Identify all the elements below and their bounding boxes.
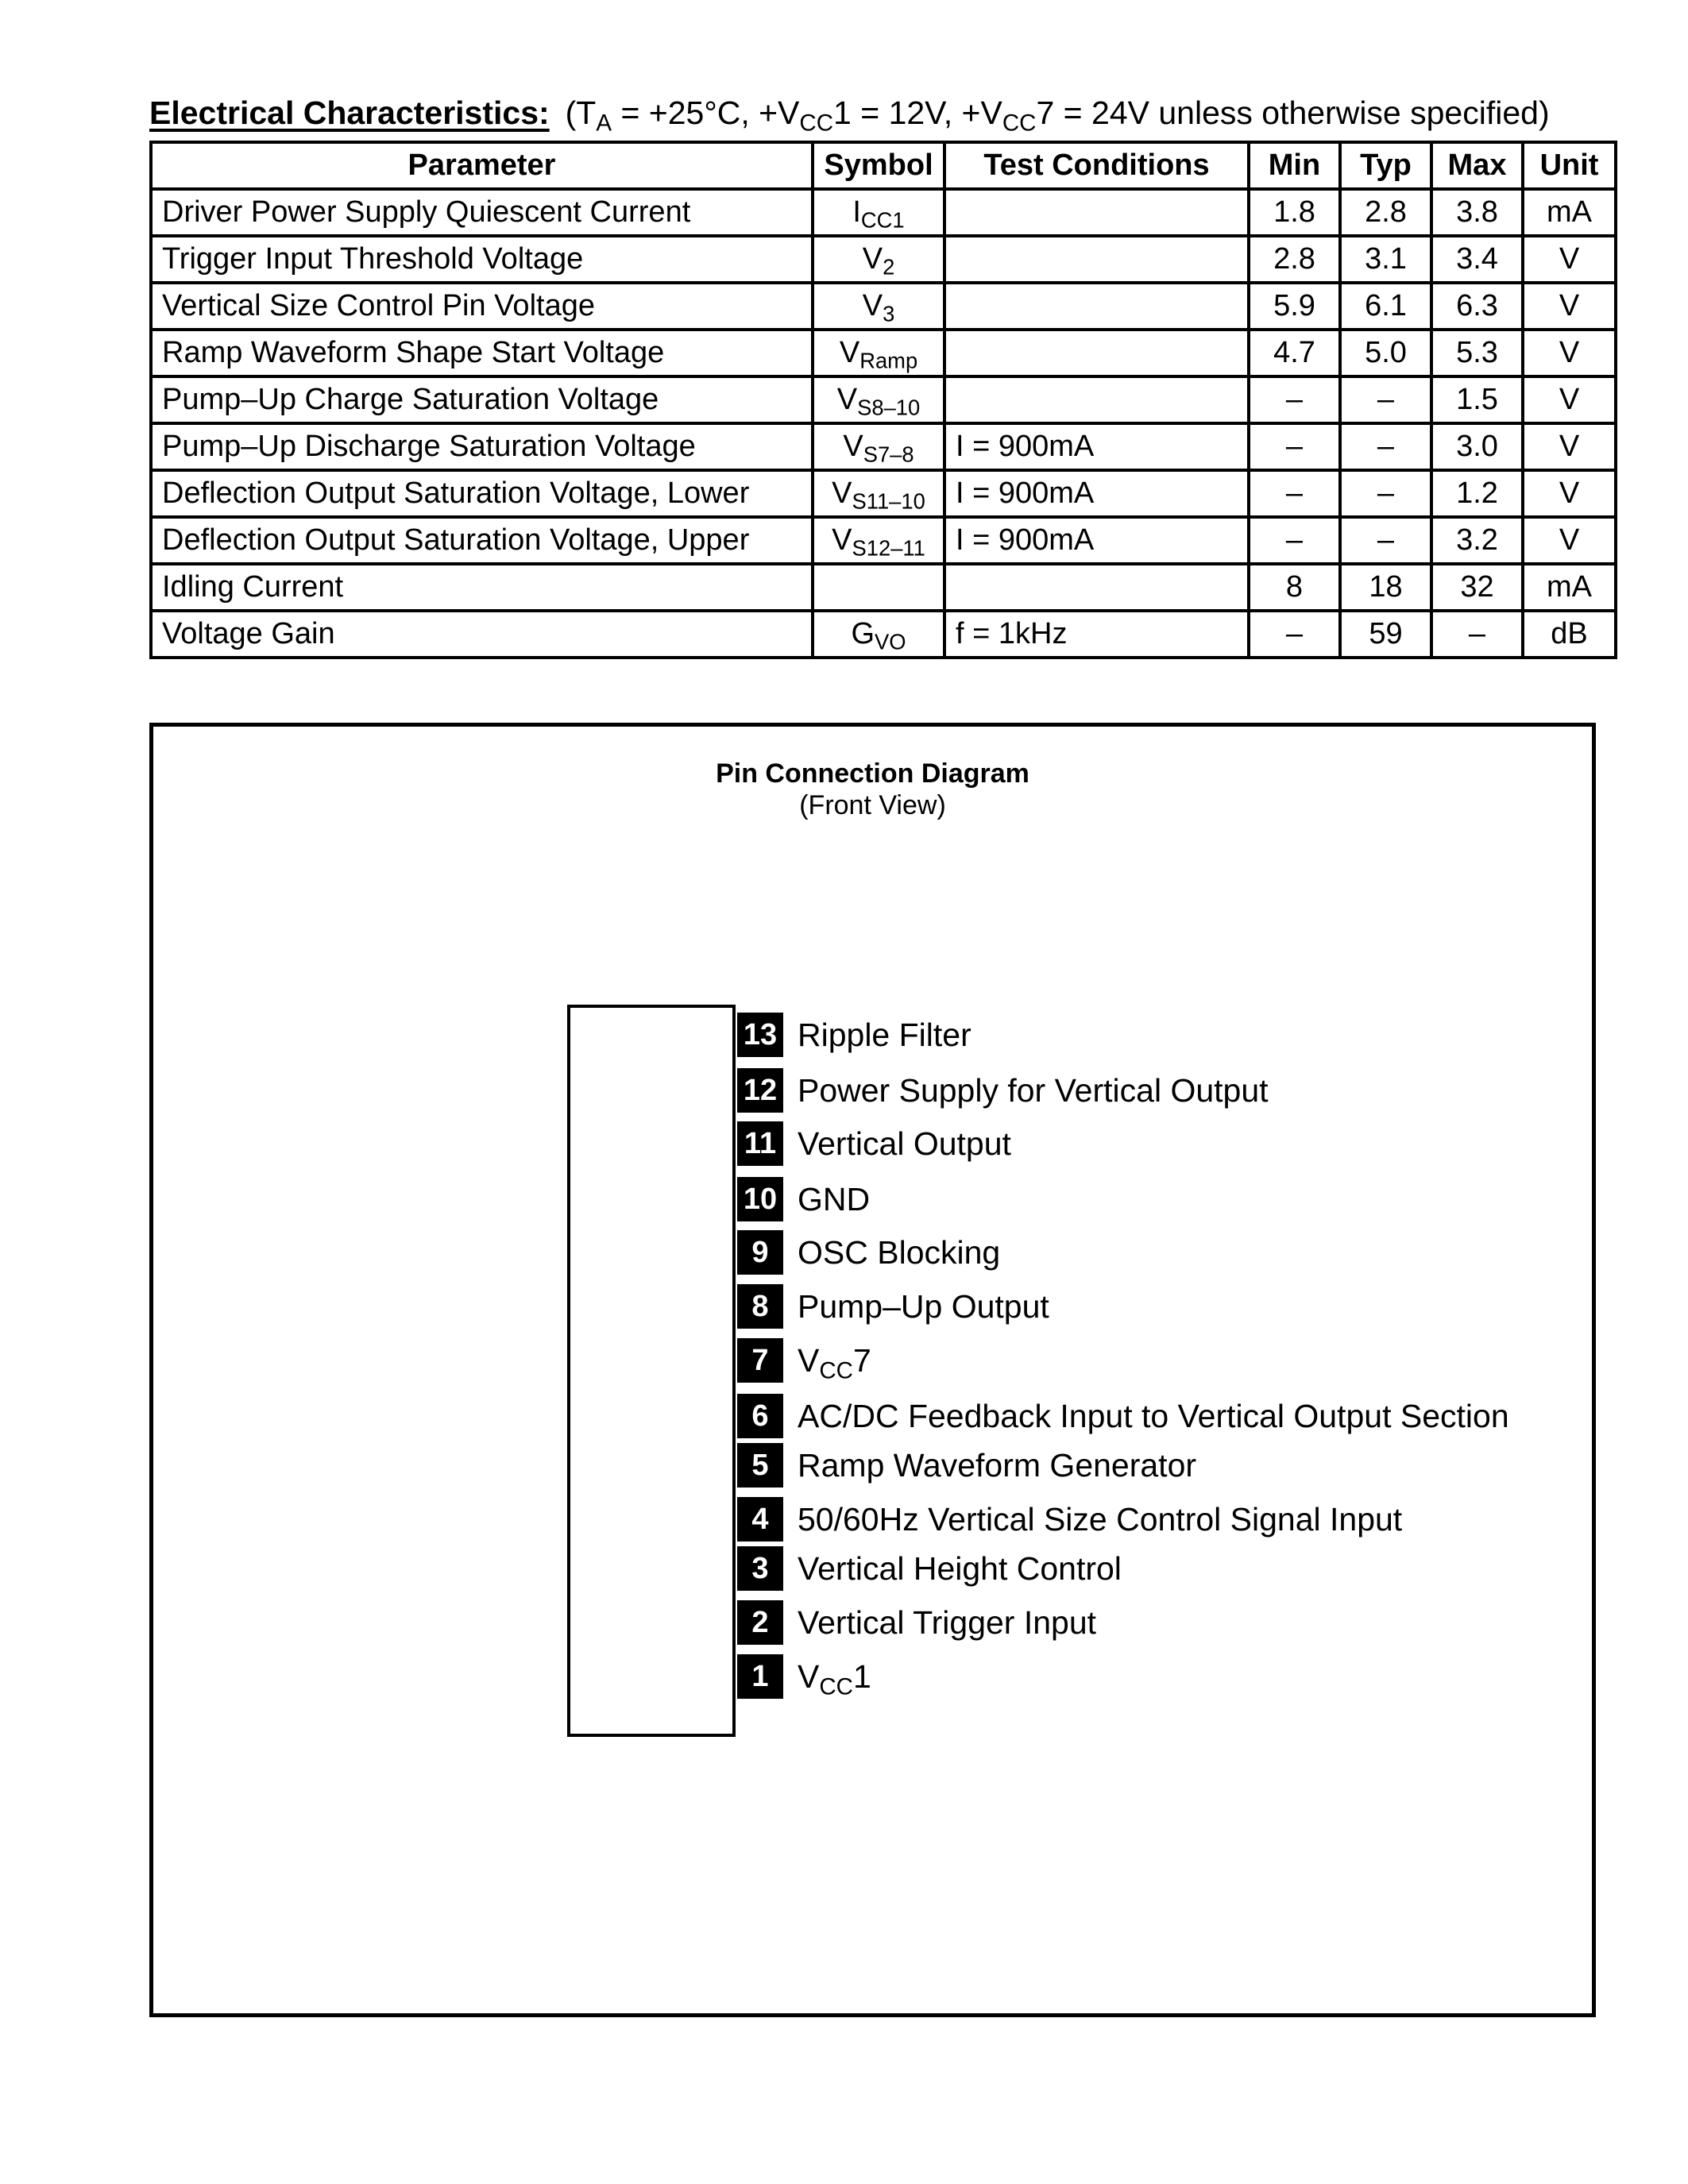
table-row <box>151 376 1616 423</box>
column-header: Min <box>1249 142 1340 189</box>
cell-symbol <box>813 564 944 611</box>
cell-unit: V <box>1523 517 1616 564</box>
symbol-sub: S7–8 <box>863 442 914 467</box>
pin-label <box>798 1654 871 1699</box>
cell-parameter: Ramp Waveform Shape Start Voltage <box>151 330 813 376</box>
cell-parameter: Pump–Up Discharge Saturation Voltage <box>151 423 813 470</box>
column-header: Unit <box>1523 142 1616 189</box>
column-header: Parameter <box>151 142 813 189</box>
pin-number-badge: 1 <box>737 1654 783 1699</box>
symbol-sub: VO <box>875 629 906 654</box>
cell-unit: V <box>1523 283 1616 330</box>
pin-number-badge: 8 <box>737 1284 783 1329</box>
pin-item <box>737 1230 1532 1278</box>
cell-max: 1.2 <box>1431 470 1523 517</box>
pin-label-text: Pump–Up Output <box>798 1288 1049 1325</box>
cond-sub: CC <box>799 110 834 137</box>
cell-test-conditions: f = 1kHz <box>944 611 1249 658</box>
cell-typ: 3.1 <box>1340 236 1431 283</box>
heading-title: Electrical Characteristics: <box>149 95 550 131</box>
cell-max: 3.2 <box>1431 517 1523 564</box>
symbol-sub: CC1 <box>860 207 905 233</box>
cell-symbol <box>813 283 944 330</box>
pin-connection-diagram <box>149 723 1596 2017</box>
cell-typ: 5.0 <box>1340 330 1431 376</box>
cell-parameter: Vertical Size Control Pin Voltage <box>151 283 813 330</box>
table-row <box>151 517 1616 564</box>
pin-label <box>798 1230 1000 1275</box>
cell-unit: V <box>1523 330 1616 376</box>
symbol-main: V <box>839 336 860 369</box>
cond-sub: A <box>596 110 612 137</box>
cell-unit: V <box>1523 470 1616 517</box>
section-heading <box>149 89 1595 137</box>
cell-max: 3.8 <box>1431 189 1523 236</box>
diagram-subtitle: (Front View) <box>799 790 946 820</box>
pin-item <box>737 1068 1532 1116</box>
table-row <box>151 189 1616 236</box>
pin-item <box>737 1121 1532 1169</box>
cell-test-conditions: I = 900mA <box>944 423 1249 470</box>
cond-part: = +25°C, +V <box>612 95 800 131</box>
table-row <box>151 423 1616 470</box>
pin-item <box>737 1177 1532 1225</box>
table-row <box>151 611 1616 658</box>
pin-label <box>798 1497 1402 1542</box>
table-row <box>151 283 1616 330</box>
cell-min: 1.8 <box>1249 189 1340 236</box>
column-header: Typ <box>1340 142 1431 189</box>
pin-item <box>737 1284 1532 1332</box>
pin-item <box>737 1546 1532 1594</box>
cell-test-conditions <box>944 376 1249 423</box>
pin-number-badge: 9 <box>737 1230 783 1275</box>
cell-max: 3.4 <box>1431 236 1523 283</box>
symbol-sub: S11–10 <box>852 488 925 514</box>
cell-min: – <box>1249 376 1340 423</box>
cell-unit: V <box>1523 423 1616 470</box>
pin-label-text: Ripple Filter <box>798 1017 971 1053</box>
pin-item <box>737 1443 1532 1491</box>
pin-number-badge: 2 <box>737 1600 783 1645</box>
cell-parameter: Idling Current <box>151 564 813 611</box>
cell-typ: 18 <box>1340 564 1431 611</box>
cell-min: 8 <box>1249 564 1340 611</box>
symbol-sub: S12–11 <box>852 535 925 561</box>
pin-label-text: Vertical Height Control <box>798 1550 1122 1587</box>
symbol-main: I <box>852 195 861 229</box>
cell-test-conditions <box>944 283 1249 330</box>
cell-symbol <box>813 189 944 236</box>
cell-max: – <box>1431 611 1523 658</box>
cell-typ: 6.1 <box>1340 283 1431 330</box>
pin-number-badge: 5 <box>737 1443 783 1488</box>
pin-label <box>798 1068 1269 1113</box>
cell-typ: – <box>1340 376 1431 423</box>
symbol-main: V <box>832 523 852 557</box>
pin-number-badge: 13 <box>737 1013 783 1057</box>
cell-symbol <box>813 423 944 470</box>
cell-max: 1.5 <box>1431 376 1523 423</box>
symbol-sub: Ramp <box>859 348 918 373</box>
cell-symbol <box>813 330 944 376</box>
cell-unit: mA <box>1523 564 1616 611</box>
pin-label-text: Vertical Output <box>798 1125 1011 1162</box>
pin-item <box>737 1497 1532 1545</box>
pin-label <box>798 1600 1096 1645</box>
cell-parameter: Pump–Up Charge Saturation Voltage <box>151 376 813 423</box>
pin-item <box>737 1654 1532 1702</box>
cell-max: 6.3 <box>1431 283 1523 330</box>
cell-parameter: Deflection Output Saturation Voltage, Lower <box>151 470 813 517</box>
pin-item <box>737 1013 1532 1060</box>
table-row <box>151 470 1616 517</box>
symbol-main: V <box>862 289 883 322</box>
cell-symbol <box>813 611 944 658</box>
cell-test-conditions <box>944 564 1249 611</box>
column-header: Symbol <box>813 142 944 189</box>
pin-number-badge: 6 <box>737 1394 783 1438</box>
cell-test-conditions <box>944 189 1249 236</box>
pin-label <box>798 1284 1049 1329</box>
cell-test-conditions <box>944 330 1249 376</box>
diagram-title: Pin Connection Diagram <box>716 758 1029 789</box>
cell-symbol <box>813 236 944 283</box>
cell-parameter: Deflection Output Saturation Voltage, Upper <box>151 517 813 564</box>
pin-item <box>737 1394 1532 1441</box>
pin-label-sub: CC <box>819 1357 853 1384</box>
cond-part: (T <box>565 95 597 131</box>
cell-min: – <box>1249 423 1340 470</box>
cell-typ: – <box>1340 470 1431 517</box>
cell-typ: 59 <box>1340 611 1431 658</box>
cell-test-conditions <box>944 236 1249 283</box>
pin-label-text: GND <box>798 1181 871 1217</box>
pin-label <box>798 1013 971 1057</box>
pin-number-badge: 4 <box>737 1497 783 1542</box>
pin-label-text: V <box>798 1658 820 1695</box>
cell-symbol <box>813 517 944 564</box>
pin-label-text: Vertical Trigger Input <box>798 1604 1097 1641</box>
heading-conditions <box>565 95 1550 137</box>
cell-parameter: Voltage Gain <box>151 611 813 658</box>
cell-min: 5.9 <box>1249 283 1340 330</box>
cell-min: 4.7 <box>1249 330 1340 376</box>
pin-label-text: V <box>798 1342 820 1379</box>
cell-typ: – <box>1340 517 1431 564</box>
pin-item <box>737 1338 1532 1386</box>
cell-test-conditions: I = 900mA <box>944 517 1249 564</box>
cond-part: 7 = 24V unless otherwise specified) <box>1036 95 1550 131</box>
column-header: Max <box>1431 142 1523 189</box>
pin-label-text: OSC Blocking <box>798 1234 1001 1271</box>
pin-label-text: AC/DC Feedback Input to Vertical Output Section <box>798 1398 1509 1434</box>
pin-label-suffix: 1 <box>853 1658 871 1695</box>
symbol-main: V <box>836 383 858 416</box>
cell-min: – <box>1249 470 1340 517</box>
pin-number-badge: 10 <box>737 1177 783 1221</box>
cell-parameter: Driver Power Supply Quiescent Current <box>151 189 813 236</box>
cell-min: – <box>1249 611 1340 658</box>
pin-number-badge: 3 <box>737 1546 783 1591</box>
column-header: Test Conditions <box>944 142 1249 189</box>
cell-max: 32 <box>1431 564 1523 611</box>
electrical-characteristics-table <box>149 141 1617 659</box>
pin-item <box>737 1600 1532 1648</box>
cell-symbol <box>813 470 944 517</box>
pin-label <box>798 1546 1122 1591</box>
pin-label-text: Ramp Waveform Generator <box>798 1447 1197 1484</box>
pin-label <box>798 1443 1196 1488</box>
symbol-sub: 3 <box>883 301 895 326</box>
table-row <box>151 330 1616 376</box>
cell-min: 2.8 <box>1249 236 1340 283</box>
table-row <box>151 236 1616 283</box>
cond-part: 1 = 12V, +V <box>833 95 1002 131</box>
cell-max: 3.0 <box>1431 423 1523 470</box>
pin-label <box>798 1338 871 1383</box>
cell-min: – <box>1249 517 1340 564</box>
pin-number-badge: 11 <box>737 1121 783 1166</box>
cell-parameter: Trigger Input Threshold Voltage <box>151 236 813 283</box>
cell-test-conditions: I = 900mA <box>944 470 1249 517</box>
cell-max: 5.3 <box>1431 330 1523 376</box>
symbol-sub: 2 <box>883 254 895 280</box>
cell-typ: – <box>1340 423 1431 470</box>
pin-label-sub: CC <box>819 1673 853 1700</box>
symbol-main: G <box>851 617 875 650</box>
pin-number-badge: 7 <box>737 1338 783 1383</box>
pin-label-text: 50/60Hz Vertical Size Control Signal Input <box>798 1501 1403 1538</box>
table-row <box>151 564 1616 611</box>
cond-sub: CC <box>1002 110 1037 137</box>
cell-unit: V <box>1523 236 1616 283</box>
pin-label-text: Power Supply for Vertical Output <box>798 1072 1269 1109</box>
cell-unit: mA <box>1523 189 1616 236</box>
symbol-main: V <box>862 242 883 276</box>
pin-label <box>798 1121 1011 1166</box>
symbol-sub: S8–10 <box>857 395 921 420</box>
cell-unit: dB <box>1523 611 1616 658</box>
cell-symbol <box>813 376 944 423</box>
cell-unit: V <box>1523 376 1616 423</box>
pin-label-suffix: 7 <box>853 1342 871 1379</box>
pin-number-badge: 12 <box>737 1068 783 1113</box>
cell-typ: 2.8 <box>1340 189 1431 236</box>
table-header-row <box>151 142 1616 189</box>
pin-label <box>798 1177 870 1221</box>
symbol-main: V <box>843 430 863 463</box>
ic-package-outline <box>567 1005 736 1737</box>
pin-label <box>798 1394 1509 1438</box>
symbol-main: V <box>832 477 852 510</box>
